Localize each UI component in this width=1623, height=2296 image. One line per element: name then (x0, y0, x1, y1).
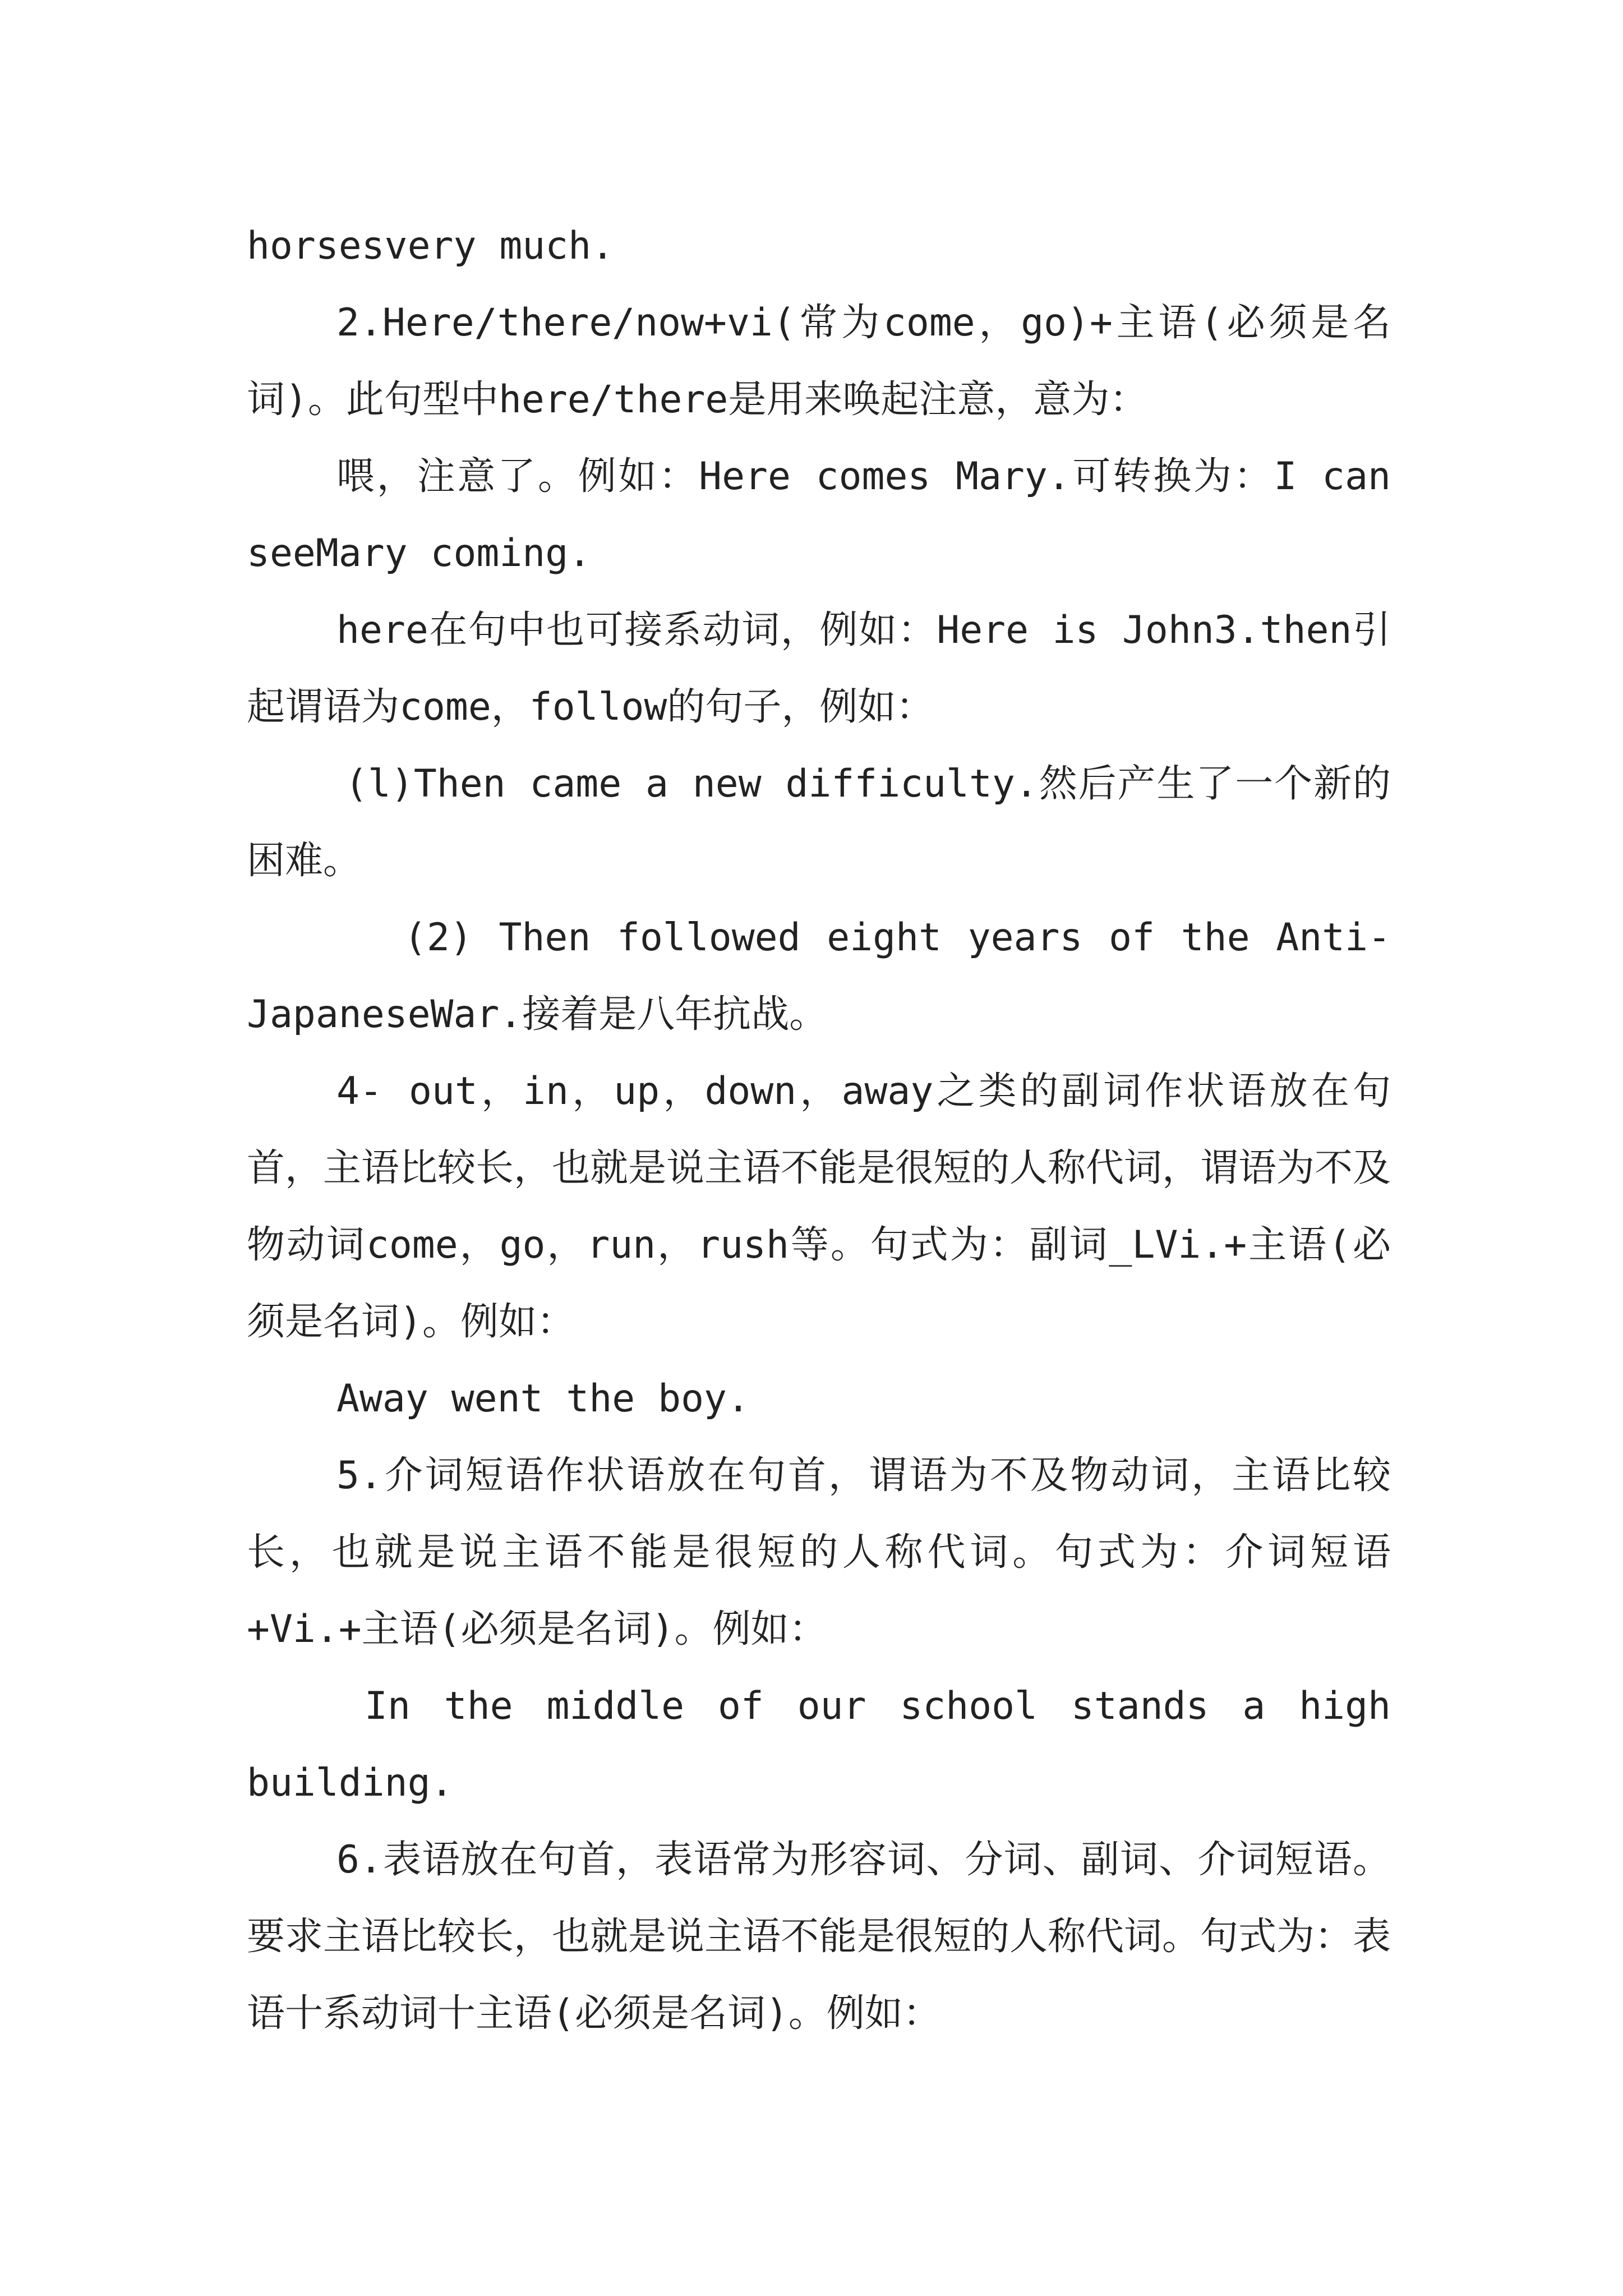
paragraph-example-away: Away went the boy. (336, 1377, 750, 1421)
paragraph-rule-4: 4- out，in，up，down，away之类的副词作状语放在句首，主语比较长，也就是说主语不能是很短的人称代词，谓语为不及物动词come，go，run，rush等。句式为：副词_LVi.+主语(必须是名词)。例如： (247, 1069, 1391, 1344)
paragraph-example-1: (l)Then came a new difficulty.然后产生了一个新的困难。 (247, 762, 1391, 883)
paragraph-example-here-comes: 喂，注意了。例如：Here comes Mary.可转换为：I can seeMary coming. (247, 454, 1391, 576)
paragraph-here-linking-verb: here在句中也可接系动词，例如：Here is John3.then引起谓语为come，follow的句子，例如： (247, 608, 1391, 729)
paragraph-example-2: (2) Then followed eight years of the Anti-JapaneseWar.接着是八年抗战。 (247, 915, 1391, 1037)
paragraph-rule-6: 6.表语放在句首，表语常为形容词、分词、副词、介词短语。要求主语比较长，也就是说主语不能是很短的人称代词。句式为：表语十系动词十主语(必须是名词)。例如： (247, 1838, 1391, 2036)
document-body (247, 208, 1391, 2052)
paragraph-continuation: horsesvery much. (247, 224, 615, 268)
paragraph-rule-5: 5.介词短语作状语放在句首，谓语为不及物动词，主语比较长，也就是说主语不能是很短的人称代词。句式为：介词短语+Vi.+主语(必须是名词)。例如： (247, 1453, 1391, 1651)
paragraph-rule-2: 2.Here/there/now+vi(常为come，go)+主语(必须是名词)。此句型中here/there是用来唤起注意，意为： (247, 301, 1391, 422)
paragraph-example-middle: In the middle of our school stands a high building. (247, 1684, 1391, 1805)
